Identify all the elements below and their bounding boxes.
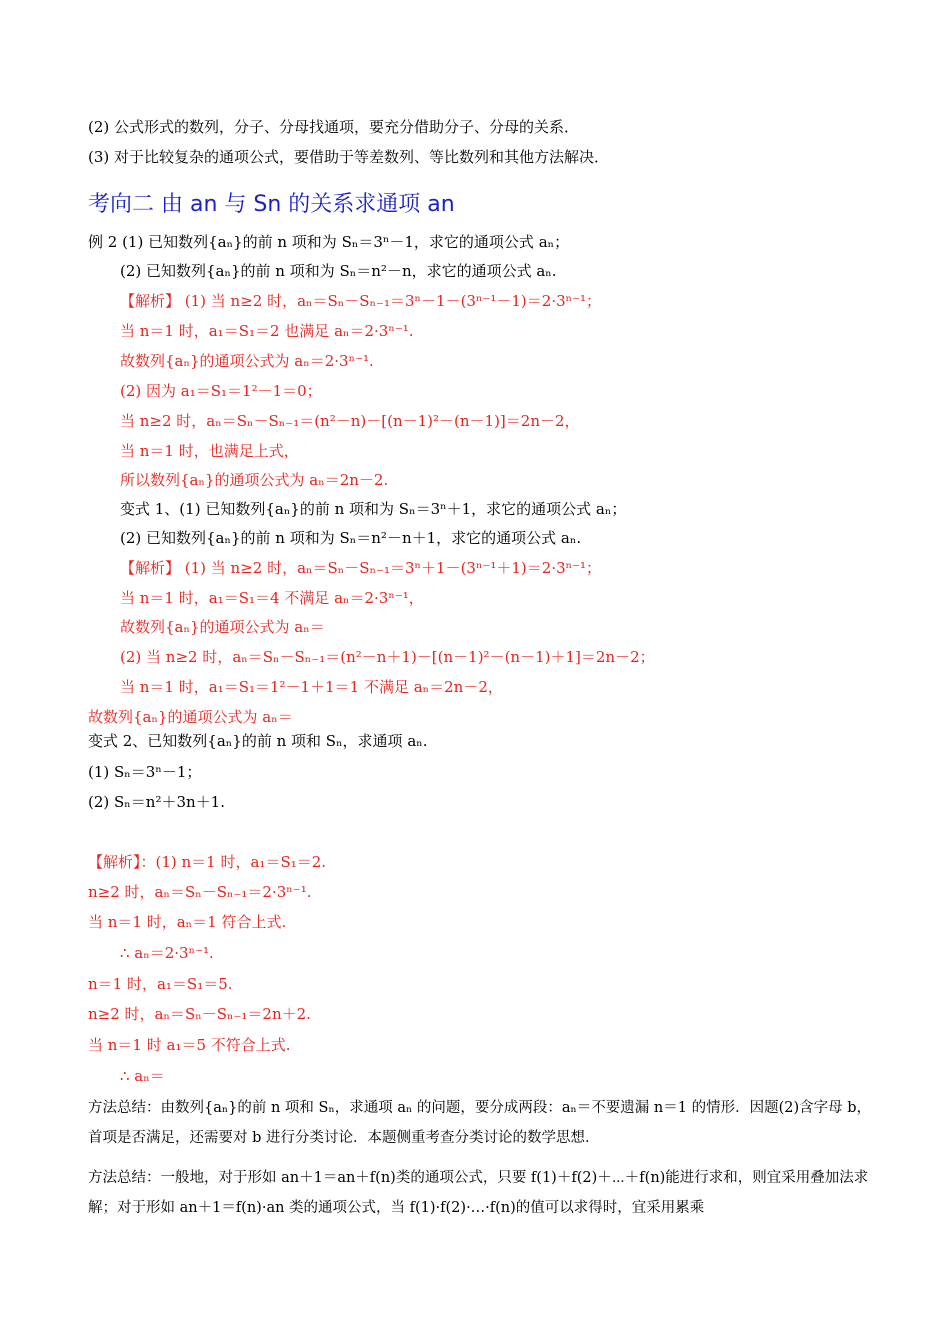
section-heading: 考向二 由 an 与 Sn 的关系求通项 an — [88, 192, 455, 217]
solution-line: 当 n＝1 时 a₁＝5 不符合上式. — [88, 1036, 291, 1054]
solution-line: 当 n＝1 时，a₁＝S₁＝1²－1＋1＝1 不满足 aₙ＝2n－2， — [120, 678, 503, 696]
solution-line: 故数列{aₙ}的通项公式为 aₙ＝ — [88, 708, 293, 726]
text-line-complex-formula: (3) 对于比较复杂的通项公式，要借助于等差数列、等比数列和其他方法解决． — [88, 148, 610, 166]
solution-line: 当 n＝1 时，a₁＝S₁＝4 不满足 aₙ＝2·3ⁿ⁻¹， — [120, 589, 424, 607]
solution-line: 【解析】 (1) 当 n≥2 时，aₙ＝Sₙ－Sₙ₋₁＝3ⁿ－1－(3ⁿ⁻¹－1)＝2·3ⁿ⁻¹； — [120, 292, 602, 310]
example-2-part1: 例 2 (1) 已知数列{aₙ}的前 n 项和为 Sₙ＝3ⁿ－1，求它的通项公式 aₙ； — [88, 233, 570, 251]
solution-line: n＝1 时，a₁＝S₁＝5. — [88, 975, 233, 993]
solution-line: n≥2 时，aₙ＝Sₙ－Sₙ₋₁＝2·3ⁿ⁻¹. — [88, 883, 312, 901]
solution-line: n≥2 时，aₙ＝Sₙ－Sₙ₋₁＝2n＋2. — [88, 1005, 311, 1023]
solution-line: 当 n≥2 时，aₙ＝Sₙ－Sₙ₋₁＝(n²－n)－[(n－1)²－(n－1)]＝2n－2， — [120, 412, 580, 430]
solution-line: ∴ aₙ＝2·3ⁿ⁻¹. — [120, 944, 214, 962]
solution-line: 【解析】：(1) n＝1 时，a₁＝S₁＝2. — [88, 853, 327, 871]
variant-2-item1: (1) Sₙ＝3ⁿ－1； — [88, 763, 202, 781]
variant-1-part2: (2) 已知数列{aₙ}的前 n 项和为 Sₙ＝n²－n＋1，求它的通项公式 aₙ. — [120, 529, 582, 547]
solution-line: (2) 当 n≥2 时，aₙ＝Sₙ－Sₙ₋₁＝(n²－n＋1)－[(n－1)²－(n－1)＋1]＝2n－2； — [120, 648, 655, 666]
solution-line: 【解析】 (1) 当 n≥2 时，aₙ＝Sₙ－Sₙ₋₁＝3ⁿ＋1－(3ⁿ⁻¹＋1)＝2·3ⁿ⁻¹； — [120, 559, 602, 577]
example-2-part2: (2) 已知数列{aₙ}的前 n 项和为 Sₙ＝n²－n，求它的通项公式 aₙ. — [120, 262, 557, 280]
solution-line: 故数列{aₙ}的通项公式为 aₙ＝2·3ⁿ⁻¹. — [120, 352, 374, 370]
solution-line: ∴ aₙ＝ — [120, 1067, 165, 1085]
method-summary-2: 方法总结：一般地，对于形如 an＋1＝an＋f(n)类的通项公式，只要 f(1)＋f(2)＋⋯＋f(n)能进行求和，则宜采用叠加法求解；对于形如 an＋1＝f(n)·an 类的通项公式，当 f(1)·f(2)·…·f(n)的值可以求得时，宜采用累乘 — [88, 1170, 869, 1216]
solution-line: (2) 因为 a₁＝S₁＝1²－1＝0； — [120, 382, 322, 400]
solution-line: 故数列{aₙ}的通项公式为 aₙ＝ — [120, 618, 325, 636]
solution-line: 当 n＝1 时，aₙ＝1 符合上式. — [88, 913, 287, 931]
solution-line: 当 n＝1 时，也满足上式， — [120, 442, 299, 460]
text-line-formula-form: (2) 公式形式的数列，分子、分母找通项，要充分借助分子、分母的关系． — [88, 118, 580, 136]
variant-2-item2: (2) Sₙ＝n²＋3n＋1. — [88, 793, 225, 811]
method-summary-1: 方法总结：由数列{aₙ}的前 n 项和 Sₙ，求通项 aₙ 的问题，要分成两段：aₙ＝不要遗漏 n＝1 的情形．因题(2)含字母 b，首项是否满足，还需要对 b 进行分类讨论．本题侧重考查分类讨论的数学思想． — [88, 1100, 872, 1146]
solution-line: 当 n＝1 时，a₁＝S₁＝2 也满足 aₙ＝2·3ⁿ⁻¹. — [120, 322, 414, 340]
solution-line: 所以数列{aₙ}的通项公式为 aₙ＝2n－2. — [120, 471, 389, 489]
variant-1-part1: 变式 1、(1) 已知数列{aₙ}的前 n 项和为 Sₙ＝3ⁿ＋1，求它的通项公式 aₙ； — [120, 500, 627, 518]
variant-2-question: 变式 2、已知数列{aₙ}的前 n 项和 Sₙ，求通项 aₙ. — [88, 732, 428, 750]
